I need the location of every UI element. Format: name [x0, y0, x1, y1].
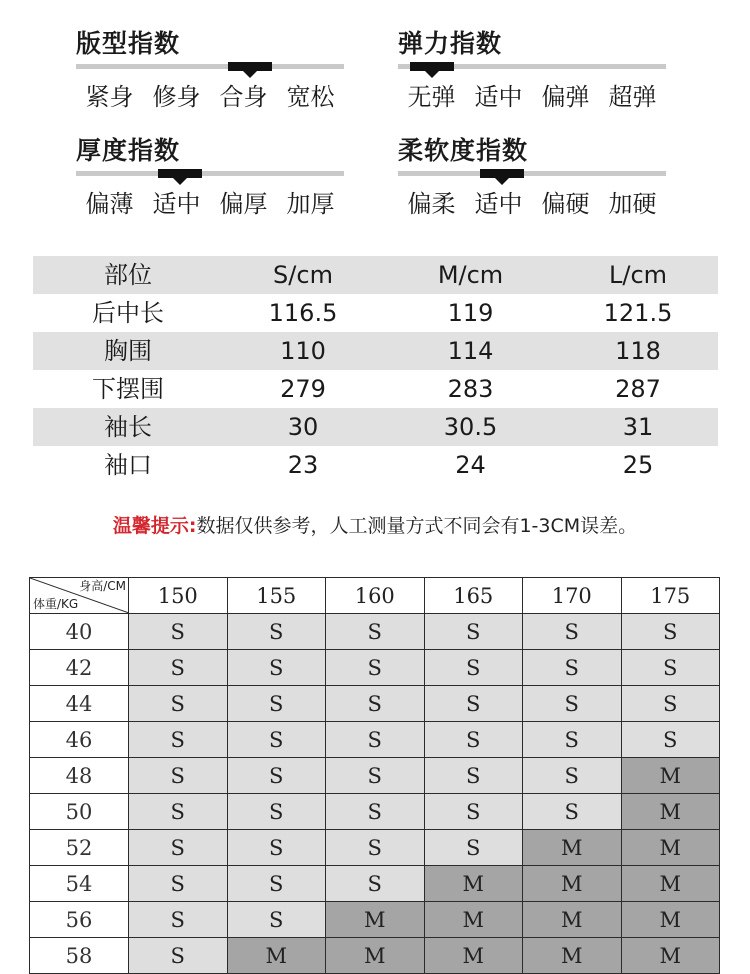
size-cell: S	[129, 902, 228, 938]
size-cell: S	[424, 722, 523, 758]
size-table-cell: 114	[447, 337, 494, 365]
notice-text: 数据仅供参考，人工测量方式不同会有1-3CM误差。	[196, 515, 638, 537]
size-cell: S	[523, 758, 622, 794]
grid-header-row	[30, 578, 720, 614]
weight-label: 54	[30, 866, 129, 902]
height-header: 170	[523, 578, 622, 614]
size-table-cell: 118	[615, 337, 661, 365]
height-header: 175	[621, 578, 720, 614]
measurement-notice	[0, 511, 750, 538]
grid-corner-cell	[30, 578, 129, 614]
softness-index-bar	[398, 171, 666, 176]
size-cell: S	[326, 722, 425, 758]
elasticity-option-selected: 无弹	[407, 83, 456, 111]
fit-option: 紧身	[85, 83, 134, 111]
height-header: 150	[129, 578, 228, 614]
notice-label: 温馨提示:	[112, 515, 197, 537]
size-table-cell: 下摆围	[92, 375, 164, 403]
size-table-cell: 121.5	[603, 299, 673, 327]
fit-option: 宽松	[286, 83, 335, 111]
size-cell: S	[227, 794, 326, 830]
size-cell: M	[424, 866, 523, 902]
size-table-cell: 25	[622, 451, 654, 479]
elasticity-option: 超弹	[608, 83, 657, 111]
size-cell: M	[621, 938, 720, 974]
size-table-header: L/cm	[608, 261, 668, 289]
size-table-cell: 30.5	[443, 413, 498, 441]
grid-row	[30, 686, 720, 722]
weight-label: 52	[30, 830, 129, 866]
size-cell: S	[129, 686, 228, 722]
size-cell: M	[621, 866, 720, 902]
size-table-cell: 袖口	[104, 451, 152, 479]
size-table-cell: 287	[615, 375, 661, 403]
size-table-row	[33, 370, 718, 408]
thickness-option: 偏厚	[219, 190, 268, 218]
size-cell: M	[424, 938, 523, 974]
grid-row	[30, 650, 720, 686]
size-cell: S	[326, 650, 425, 686]
size-table-row	[33, 332, 718, 370]
weight-label: 48	[30, 758, 129, 794]
size-cell: M	[621, 902, 720, 938]
size-cell: S	[326, 758, 425, 794]
size-table-cell: 116.5	[268, 299, 338, 327]
thickness-index-bar	[76, 171, 344, 176]
size-table-cell: 279	[280, 375, 326, 403]
grid-row	[30, 758, 720, 794]
softness-option-selected: 适中	[474, 190, 523, 218]
grid-row	[30, 866, 720, 902]
size-cell: M	[621, 794, 720, 830]
size-cell: S	[227, 830, 326, 866]
size-cell: M	[621, 758, 720, 794]
size-measurement-table	[33, 256, 718, 484]
softness-option: 偏硬	[541, 190, 590, 218]
thickness-option-selected: 适中	[152, 190, 201, 218]
size-cell: S	[129, 722, 228, 758]
size-cell: S	[523, 650, 622, 686]
size-cell: S	[523, 722, 622, 758]
thickness-option: 偏薄	[85, 190, 134, 218]
height-header: 155	[227, 578, 326, 614]
grid-row	[30, 722, 720, 758]
elasticity-index-title: 弹力指数	[398, 29, 503, 58]
thickness-option: 加厚	[286, 190, 335, 218]
softness-index-marker	[480, 169, 524, 178]
size-cell: S	[227, 722, 326, 758]
size-cell: S	[424, 686, 523, 722]
size-cell: S	[227, 686, 326, 722]
fit-index-bar	[76, 64, 344, 69]
size-cell: M	[227, 938, 326, 974]
size-table-cell: 283	[447, 375, 494, 403]
size-cell: S	[227, 866, 326, 902]
size-table-header: S/cm	[273, 261, 333, 289]
size-cell: M	[326, 902, 425, 938]
corner-weight-label: 体重/KG	[33, 597, 79, 611]
softness-option: 偏柔	[407, 190, 456, 218]
size-cell: M	[424, 902, 523, 938]
size-cell: S	[326, 866, 425, 902]
size-table-cell: 31	[622, 413, 654, 441]
size-table-cell: 30	[287, 413, 319, 441]
grid-row	[30, 830, 720, 866]
size-cell: S	[129, 938, 228, 974]
size-cell: S	[424, 830, 523, 866]
size-table-row	[33, 294, 718, 332]
size-cell: S	[326, 614, 425, 650]
size-recommendation-body	[30, 578, 720, 974]
height-header: 160	[326, 578, 425, 614]
grid-row	[30, 902, 720, 938]
size-recommendation-grid	[29, 577, 720, 974]
size-table-cell: 24	[455, 451, 486, 479]
weight-label: 58	[30, 938, 129, 974]
weight-label: 46	[30, 722, 129, 758]
size-table-header-row	[33, 256, 718, 294]
size-cell: S	[621, 686, 720, 722]
size-table-cell: 110	[280, 337, 326, 365]
size-cell: M	[326, 938, 425, 974]
size-cell: M	[523, 902, 622, 938]
size-table-row	[33, 408, 718, 446]
fit-option-selected: 合身	[219, 83, 268, 111]
weight-label: 40	[30, 614, 129, 650]
size-cell: S	[621, 722, 720, 758]
size-cell: S	[227, 902, 326, 938]
size-cell: S	[424, 758, 523, 794]
height-header: 165	[424, 578, 523, 614]
size-table-cell: 袖长	[104, 413, 152, 441]
size-cell: S	[621, 614, 720, 650]
size-cell: S	[129, 650, 228, 686]
size-cell: S	[326, 686, 425, 722]
elasticity-option: 适中	[474, 83, 523, 111]
elasticity-index-marker	[410, 62, 454, 71]
corner-height-label: 身高/CM	[79, 579, 126, 593]
weight-label: 50	[30, 794, 129, 830]
fit-option: 修身	[152, 83, 201, 111]
size-cell: S	[326, 794, 425, 830]
size-cell: S	[523, 686, 622, 722]
grid-row	[30, 794, 720, 830]
size-cell: S	[129, 614, 228, 650]
size-cell: S	[227, 758, 326, 794]
size-cell: M	[523, 830, 622, 866]
grid-row	[30, 614, 720, 650]
weight-label: 56	[30, 902, 129, 938]
size-table-cell: 胸围	[104, 337, 152, 365]
thickness-index-title: 厚度指数	[76, 136, 181, 165]
elasticity-option: 偏弹	[541, 83, 590, 111]
fit-index-title: 版型指数	[76, 29, 181, 58]
size-cell: S	[523, 614, 622, 650]
size-table-row	[33, 446, 718, 484]
size-cell: S	[424, 794, 523, 830]
softness-option: 加硬	[608, 190, 657, 218]
size-cell: M	[523, 938, 622, 974]
size-cell: S	[326, 830, 425, 866]
size-table-cell: 119	[447, 299, 494, 327]
size-cell: S	[129, 866, 228, 902]
size-cell: S	[621, 650, 720, 686]
grid-row	[30, 938, 720, 974]
softness-index-title: 柔软度指数	[398, 136, 529, 165]
size-cell: S	[424, 614, 523, 650]
size-cell: M	[523, 866, 622, 902]
weight-label: 42	[30, 650, 129, 686]
size-cell: M	[621, 830, 720, 866]
size-table-header: M/cm	[437, 261, 504, 289]
size-cell: S	[129, 758, 228, 794]
size-cell: S	[227, 614, 326, 650]
size-cell: S	[523, 794, 622, 830]
thickness-index-marker	[158, 169, 202, 178]
size-cell: S	[129, 830, 228, 866]
size-table-cell: 后中长	[92, 299, 164, 327]
size-cell: S	[227, 650, 326, 686]
size-table-header: 部位	[104, 261, 152, 289]
size-cell: S	[129, 794, 228, 830]
size-table-cell: 23	[287, 451, 319, 479]
size-cell: S	[424, 650, 523, 686]
fit-index-marker	[228, 62, 272, 71]
weight-label: 44	[30, 686, 129, 722]
